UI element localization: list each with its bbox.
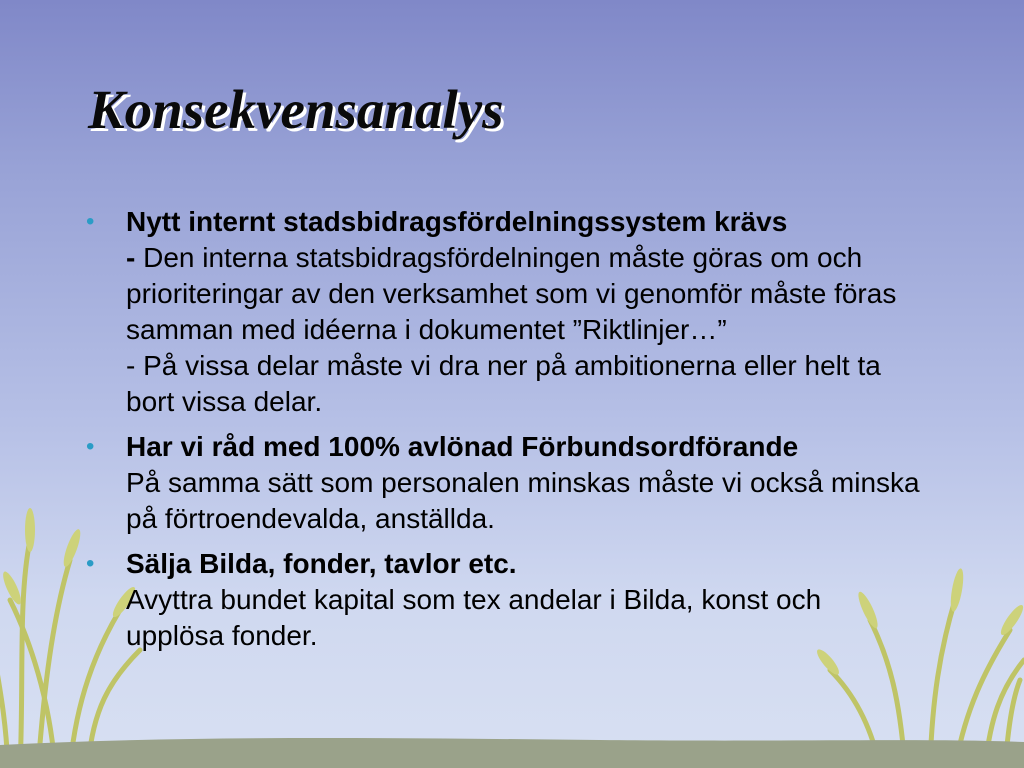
- bullet-item: [86, 429, 926, 537]
- bullet-dot-icon: •: [86, 433, 95, 460]
- bullet-text: - På vissa delar måste vi dra ner på ambitionerna eller helt ta bort vissa delar.: [126, 350, 881, 417]
- bullet-dot-icon: •: [86, 550, 95, 577]
- bullet-text: Avyttra bundet kapital som tex andelar i Bilda, konst och upplösa fonder.: [126, 584, 822, 651]
- bullet-text: Den interna statsbidragsfördelningen måste göras om och prioriteringar av den verksamhet som vi genomför måste föras samman med idéerna i dokumentet ”Riktlinjer…”: [126, 242, 897, 345]
- bullet-list: [86, 204, 926, 663]
- bullet-item: [86, 546, 926, 654]
- slide-title: Konsekvensanalys: [88, 79, 504, 140]
- bullet-dot-icon: •: [86, 208, 95, 235]
- bullet-text: På samma sätt som personalen minskas måste vi också minska på förtroendevalda, anställda.: [126, 467, 920, 534]
- bullet-heading: Sälja Bilda, fonder, tavlor etc.: [126, 548, 517, 579]
- bullet-heading: Har vi råd med 100% avlönad Förbundsordförande: [126, 431, 799, 462]
- bullet-item: [86, 204, 926, 420]
- bullet-dash: -: [126, 242, 144, 273]
- bullet-heading: Nytt internt stadsbidragsfördelningssystem krävs: [126, 206, 788, 237]
